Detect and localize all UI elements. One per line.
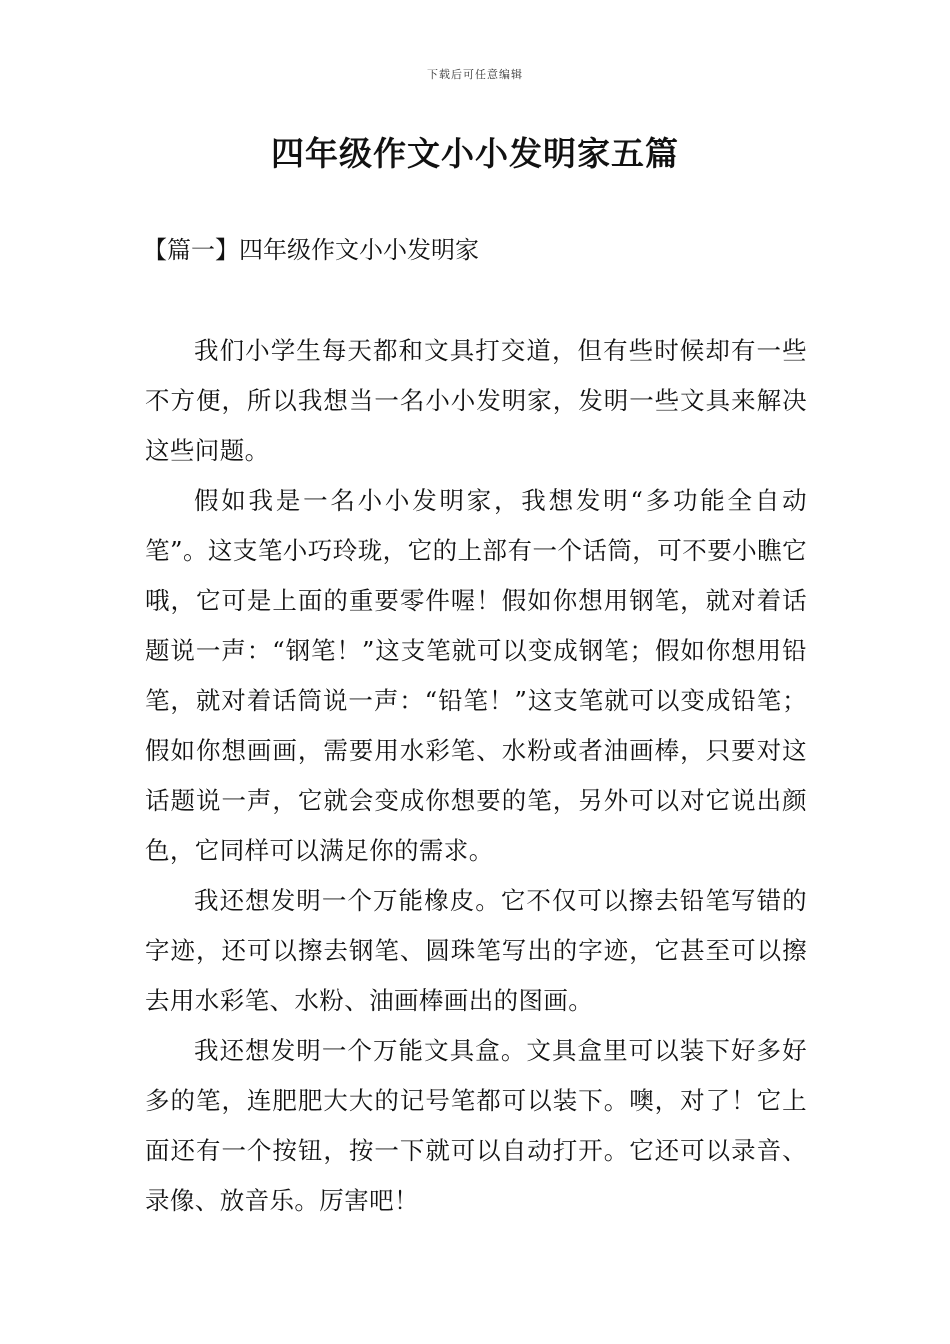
article-body [145,326,807,1226]
paragraph: 假如我是一名小小发明家，我想发明“多功能全自动笔”。这支笔小巧玲珑，它的上部有一个话筒，可不要小瞧它哦，它可是上面的重要零件喔！假如你想用钢笔，就对着话题说一声：“钢笔！”这支笔就可以变成钢笔；假如你想用铅笔，就对着话筒说一声：“铅笔！”这支笔就可以变成铅笔；假如你想画画，需要用水彩笔、水粉或者油画棒，只要对这话题说一声，它就会变成你想要的笔，另外可以对它说出颜色，它同样可以满足你的需求。 [145,486,807,865]
header-note: 下载后可任意编辑 [427,68,523,81]
paragraph: 我们小学生每天都和文具打交道，但有些时候却有一些不方便，所以我想当一名小小发明家，发明一些文具来解决这些问题。 [145,336,807,465]
paragraph: 我还想发明一个万能橡皮。它不仅可以擦去铅笔写错的字迹，还可以擦去钢笔、圆珠笔写出的字迹，它甚至可以擦去用水彩笔、水粉、油画棒画出的图画。 [145,886,807,1015]
section-heading: 【篇一】四年级作文小小发明家 [143,236,479,264]
paragraph: 我还想发明一个万能文具盒。文具盒里可以装下好多好多的笔，连肥肥大大的记号笔都可以装下。噢，对了！它上面还有一个按钮，按一下就可以自动打开。它还可以录音、录像、放音乐。厉害吧！ [145,1036,807,1215]
document-title: 四年级作文小小发明家五篇 [271,134,679,173]
